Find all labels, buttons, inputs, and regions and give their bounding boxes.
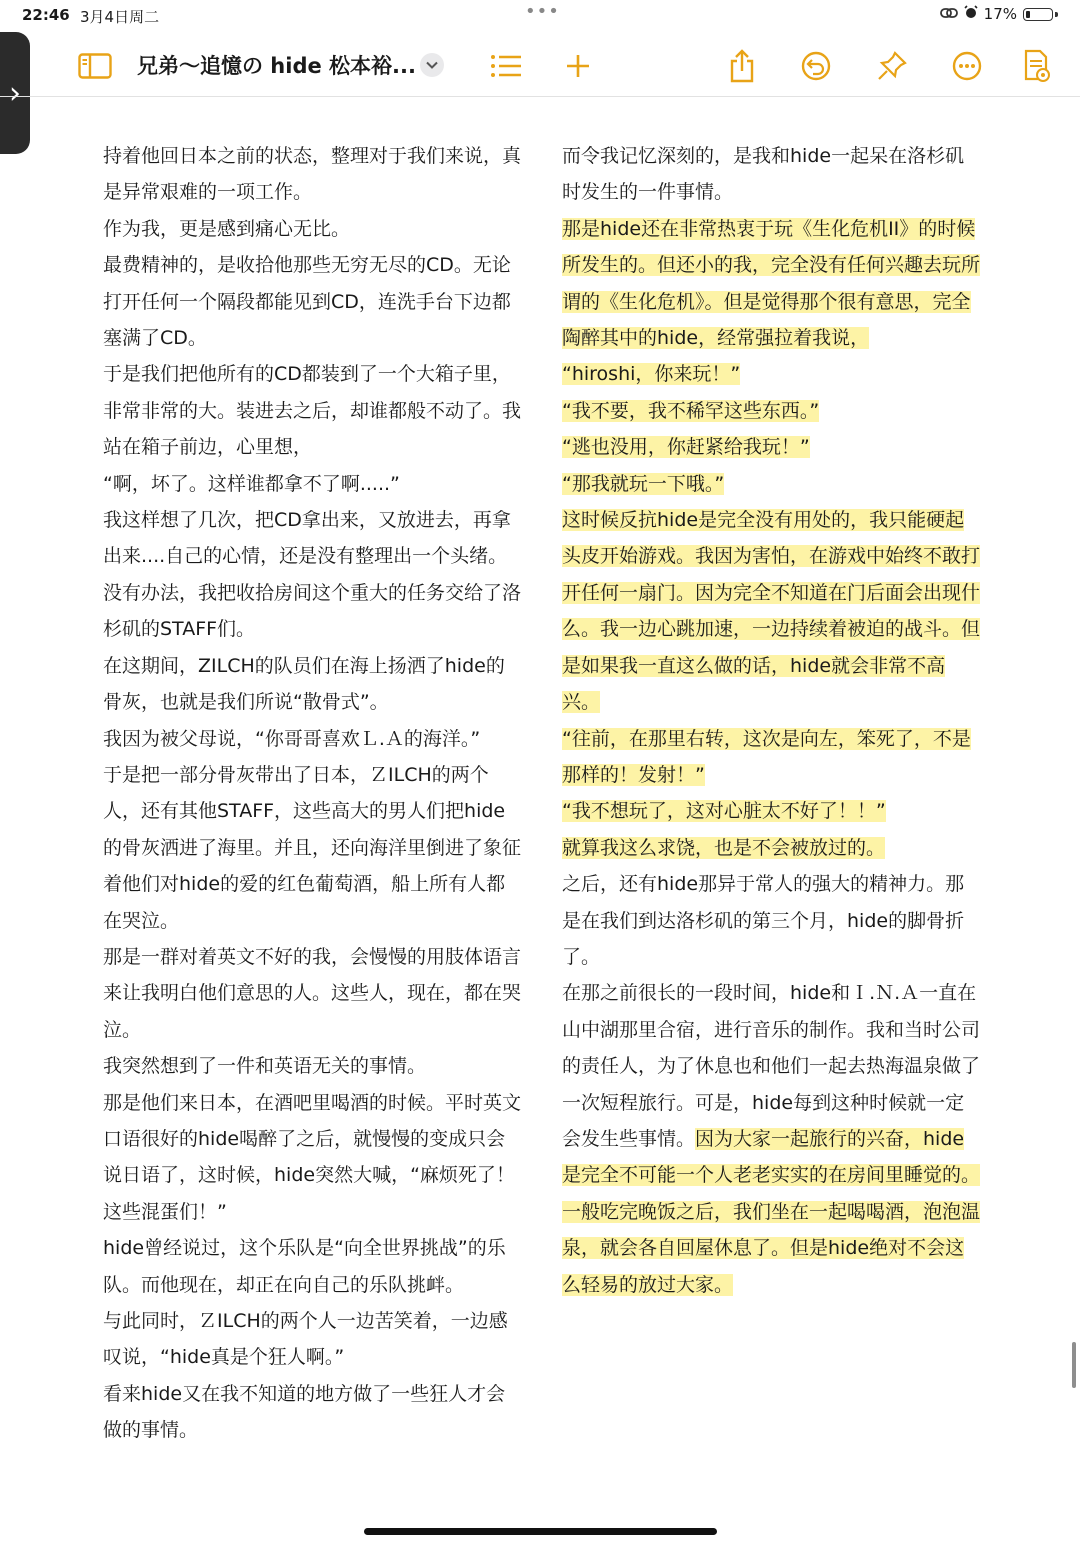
paragraph: 与此同时，ＺILCH的两个人一边苦笑着，一边感叹说，“hide真是个狂人啊。” bbox=[103, 1310, 508, 1369]
highlighted-text: 那是hide还在非常热衷于玩《生化危机II》的时候所发生的。但还小的我，完全没有任何兴趣去玩所谓的《生化危机》。但是觉得那个很有意思，完全陶醉其中的hide，经常强拉着我说， bbox=[562, 217, 981, 350]
status-indicators bbox=[940, 5, 1058, 23]
text-column-right bbox=[562, 138, 980, 1303]
paragraph: 我因为被父母说，“你哥哥喜欢Ｌ.Ａ的海洋。” bbox=[103, 727, 481, 750]
text-column-left bbox=[103, 138, 521, 1449]
battery-percent: 17% bbox=[983, 5, 1017, 23]
scroll-indicator[interactable] bbox=[1072, 1342, 1076, 1388]
document-preview-icon[interactable] bbox=[1018, 48, 1054, 84]
home-indicator[interactable] bbox=[364, 1528, 717, 1535]
status-time: 22:46 bbox=[22, 6, 70, 24]
highlighted-text: “hiroshi，你来玩！” bbox=[562, 363, 741, 386]
paragraph: 于是我们把他所有的CD都装到了一个大箱子里，非常非常的大。装进去之后，却谁都般不动了。我站在箱子前边，心里想， bbox=[103, 363, 522, 459]
chevron-down-icon[interactable] bbox=[420, 53, 444, 77]
paragraph: 作为我，更是感到痛心无比。 bbox=[103, 217, 351, 240]
link-icon bbox=[940, 5, 958, 23]
paragraph bbox=[562, 138, 980, 211]
undo-icon[interactable] bbox=[798, 48, 834, 84]
list-icon[interactable] bbox=[488, 48, 524, 84]
highlighted-text: 因为大家一起旅行的兴奋，hide是完全不可能一个人老老实实的在房间里睡觉的。一般吃完晚饭之后，我们坐在一起喝喝酒，泡泡温泉，就会各自回屋休息了。但是hide绝对不会这么轻易的放过大家。 bbox=[562, 1127, 981, 1296]
highlighted-text: “那我就玩一下哦。” bbox=[562, 472, 725, 495]
paragraph bbox=[562, 502, 980, 720]
highlighted-text: 就算我这么求饶，也是不会被放过的。 bbox=[562, 836, 886, 859]
paragraph: “啊，坏了。这样谁都拿不了啊.....” bbox=[103, 472, 400, 495]
sidebar-icon[interactable] bbox=[77, 48, 113, 84]
paragraph bbox=[562, 866, 980, 975]
more-icon[interactable] bbox=[949, 48, 985, 84]
paragraph: 那是一群对着英文不好的我，会慢慢的用肢体语言来让我明白他们意思的人。这些人，现在，都在哭泣。 bbox=[103, 945, 522, 1041]
document-title[interactable]: 兄弟～追憶の hide 松本裕... bbox=[137, 54, 416, 78]
paragraph: 最费精神的，是收拾他那些无穷无尽的CD。无论打开任何一个隔段都能见到CD，连洗手台下边都塞满了CD。 bbox=[103, 254, 511, 350]
paragraph-text: 而令我记忆深刻的，是我和hide一起呆在洛杉矶时发生的一件事情。 bbox=[562, 145, 965, 204]
battery-fill bbox=[1026, 11, 1030, 18]
paragraph-text: 在那之前很长的一段时间，hide和Ｉ.Ｎ.Ａ一直在山中湖那里合宿，进行音乐的制作。我和当时公司的责任人，为了休息也和他们一起去热海温泉做了一次短程旅行。可是，hide每到这种时候就一定会发生些事情。 bbox=[562, 982, 981, 1150]
battery-cap bbox=[1055, 12, 1058, 17]
status-date: 3月4日周二 bbox=[80, 8, 160, 26]
paragraph bbox=[562, 466, 980, 502]
chevron-right-icon: › bbox=[9, 75, 21, 111]
paragraph bbox=[562, 429, 980, 465]
paragraph: hide曾经说过，这个乐队是“向全世界挑战”的乐队。而他现在，却正在向自己的乐队挑衅。 bbox=[103, 1237, 506, 1296]
paragraph bbox=[562, 211, 980, 357]
paragraph: 在这期间，ZILCH的队员们在海上扬洒了hide的骨灰，也就是我们所说“散骨式”。 bbox=[103, 654, 505, 714]
paragraph bbox=[562, 975, 980, 1303]
highlighted-text: “我不要，我不稀罕这些东西。” bbox=[562, 399, 820, 422]
paragraph bbox=[562, 393, 980, 429]
paragraph: 于是把一部分骨灰带出了日本，ＺILCH的两个人，还有其他STAFF，这些高大的男人们把hide的骨灰洒进了海里。并且，还向海洋里倒进了象征着他们对hide的爱的红色葡萄酒，船上所有人都在哭泣。 bbox=[103, 763, 522, 932]
toolbar bbox=[0, 34, 1080, 97]
paragraph: 那是他们来日本，在酒吧里喝酒的时候。平时英文口语很好的hide喝醉了之后，就慢慢的变成只会说日语了，这时候，hide突然大喊，“麻烦死了！这些混蛋们！” bbox=[103, 1091, 522, 1223]
share-icon[interactable] bbox=[724, 48, 760, 84]
highlighted-text: “往前，在那里右转，这次是向左，笨死了，不是那样的！发射！” bbox=[562, 727, 971, 786]
multitasking-dots-icon[interactable]: ••• bbox=[525, 1, 560, 22]
highlighted-text: 这时候反抗hide是完全没有用处的，我只能硬起头皮开始游戏。我因为害怕，在游戏中始终不敢打开任何一扇门。因为完全不知道在门后面会出现什么。我一边心跳加速，一边持续着被迫的战斗。但是如果我一直这么做的话，hide就会非常不高兴。 bbox=[562, 509, 981, 714]
paragraph: 看来hide又在我不知道的地方做了一些狂人才会做的事情。 bbox=[103, 1382, 506, 1442]
paragraph: 我这样想了几次，把CD拿出来，又放进去，再拿出来....自己的心情，还是没有整理出一个头绪。没有办法，我把收拾房间这个重大的任务交给了洛杉矶的STAFF们。 bbox=[103, 509, 522, 641]
alarm-icon bbox=[964, 5, 978, 23]
paragraph: 我突然想到了一件和英语无关的事情。 bbox=[103, 1055, 427, 1078]
pin-icon[interactable] bbox=[874, 48, 910, 84]
highlighted-text: “逃也没用，你赶紧给我玩！” bbox=[562, 436, 810, 459]
status-bar bbox=[0, 0, 1080, 30]
highlighted-text: “我不想玩了，这对心脏太不好了！！” bbox=[562, 800, 886, 823]
paragraph bbox=[562, 721, 980, 794]
paragraph bbox=[562, 793, 980, 829]
plus-icon[interactable] bbox=[560, 48, 596, 84]
battery-icon bbox=[1023, 8, 1053, 21]
paragraph-text: 之后，还有hide那异于常人的强大的精神力。那是在我们到达洛杉矶的第三个月，hide的脚骨折了。 bbox=[562, 873, 965, 968]
paragraph bbox=[562, 830, 980, 866]
paragraph: 持着他回日本之前的状态，整理对于我们来说，真是异常艰难的一项工作。 bbox=[103, 145, 522, 204]
paragraph bbox=[562, 356, 980, 392]
